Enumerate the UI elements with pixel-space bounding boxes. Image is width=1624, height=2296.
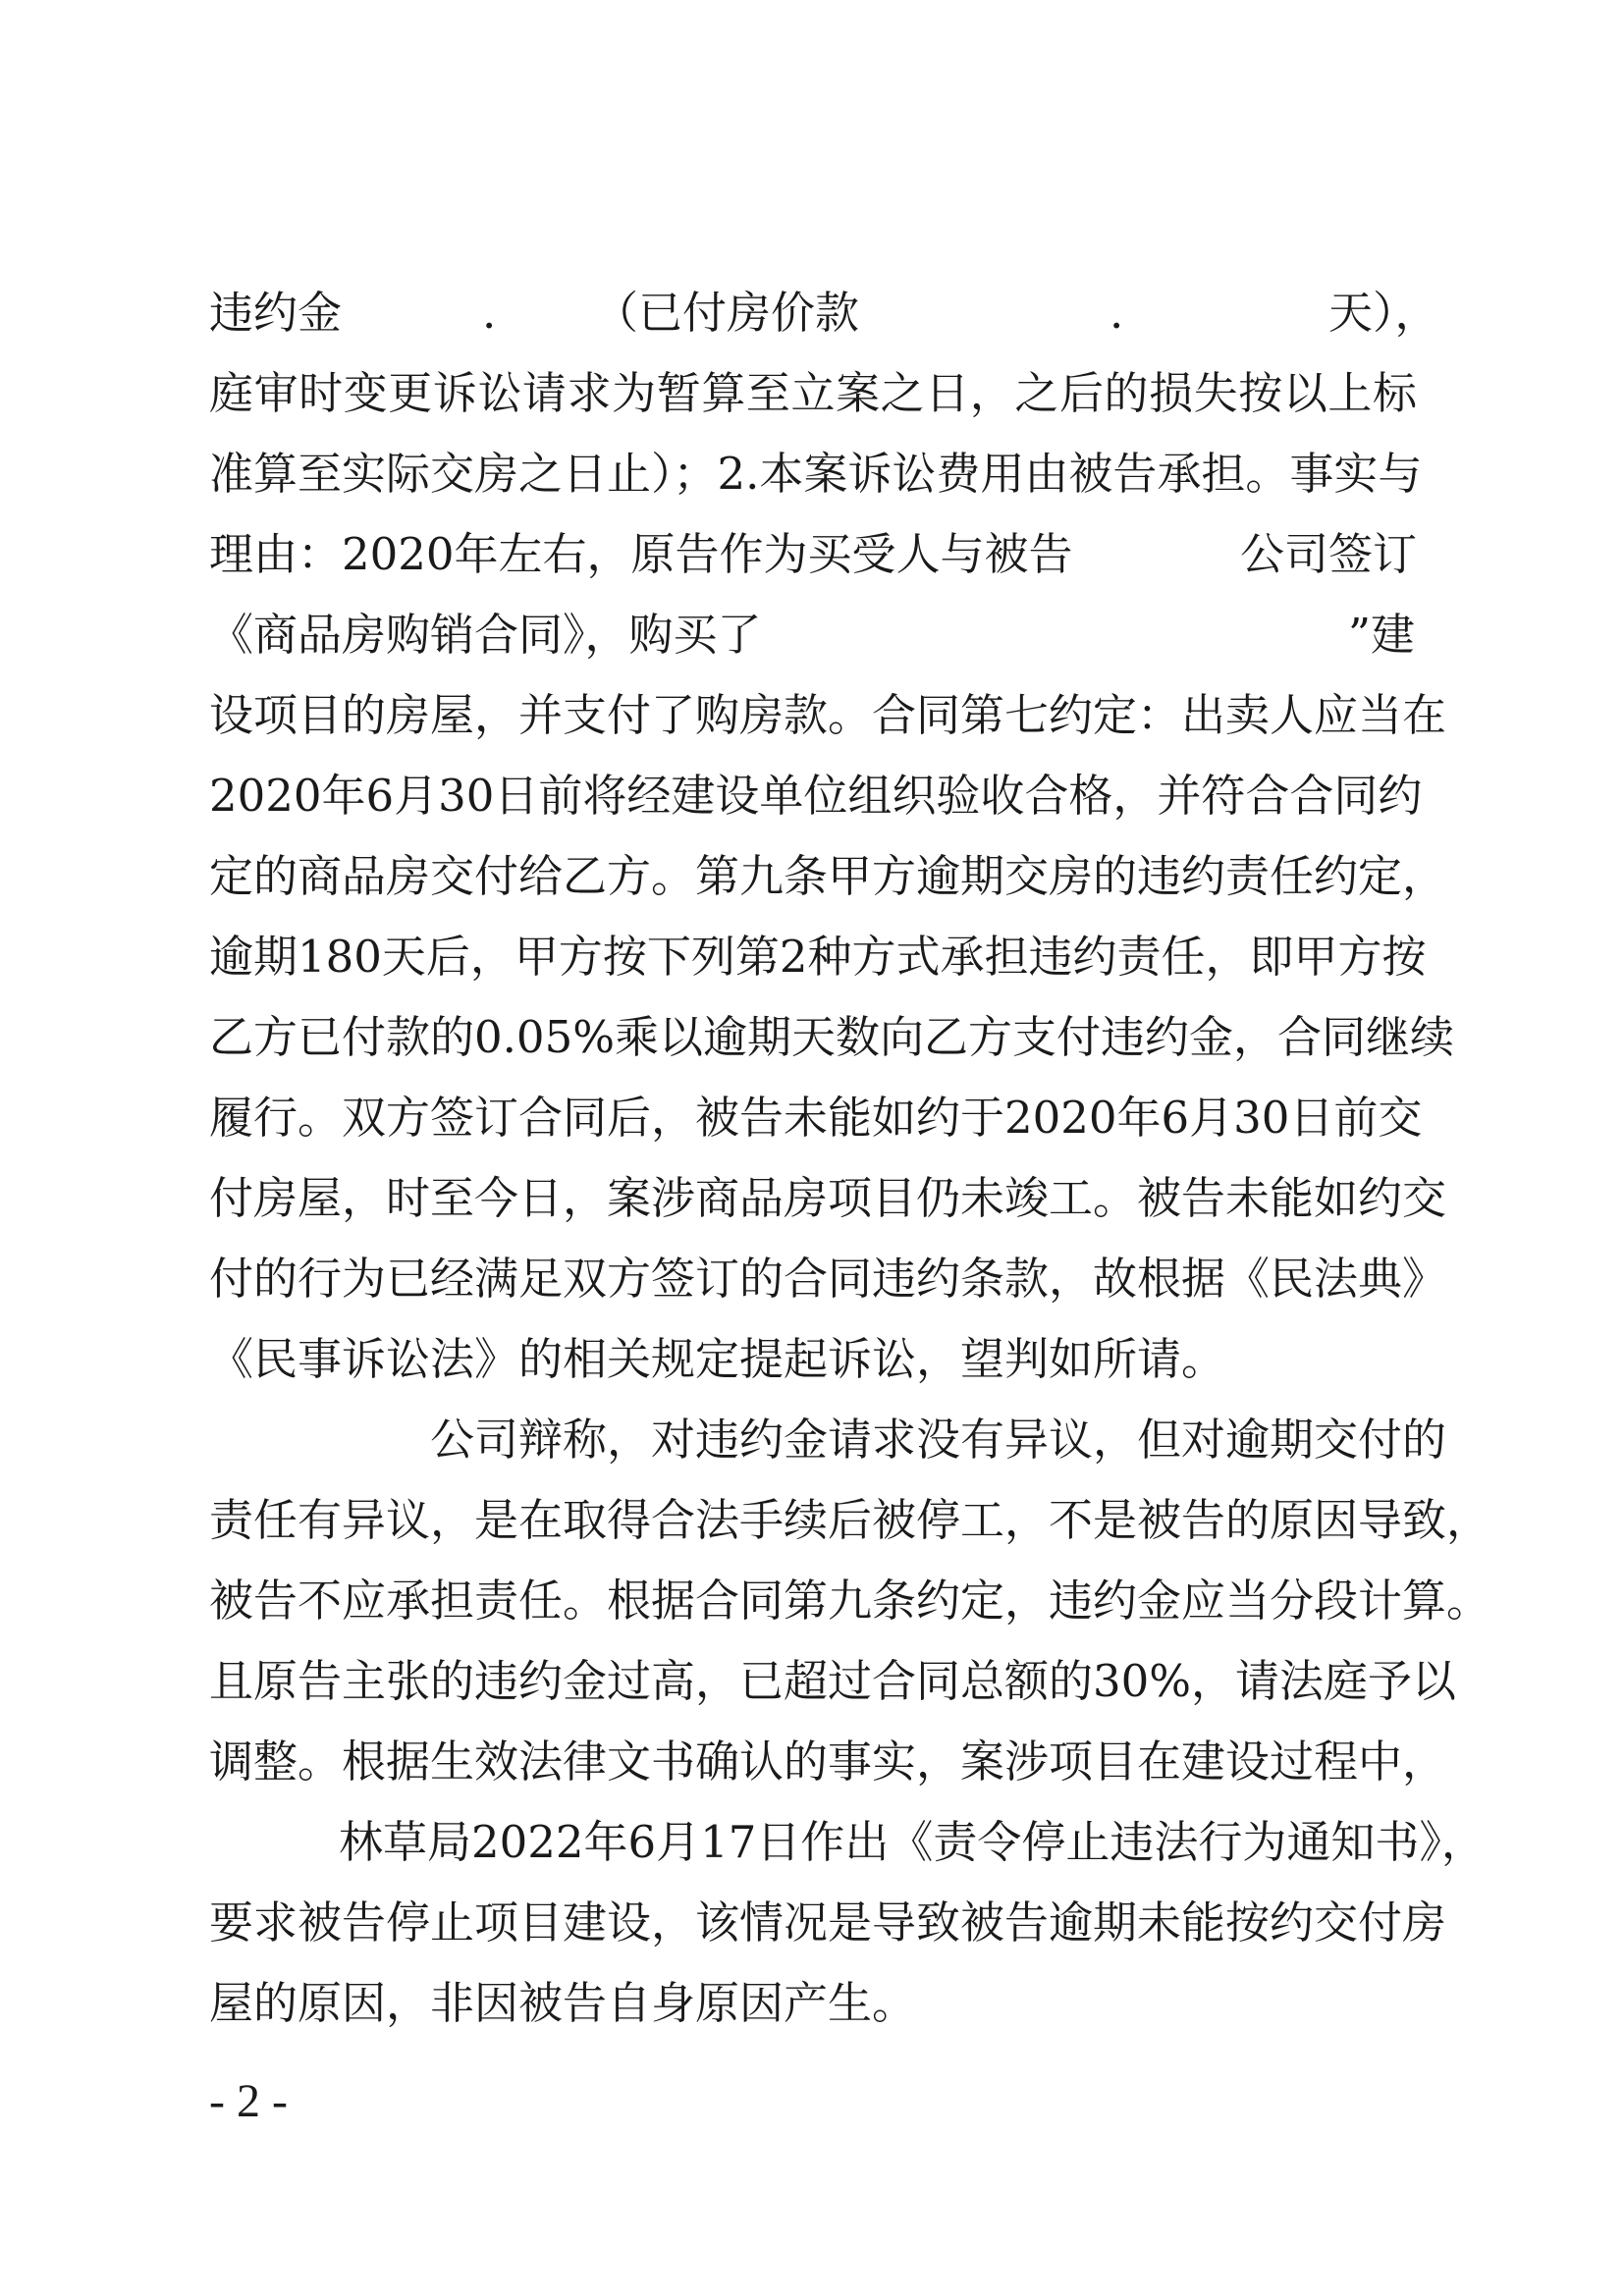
text-line: 林草局2022年6月17日作出《责令停止违法行为通知书》， — [339, 1816, 1486, 1868]
page-number: - 2 - — [209, 2075, 288, 2127]
text-line: 调整。根据生效法律文书确认的事实，案涉项目在建设过程中， — [209, 1735, 1447, 1788]
text-segment: 理由：2020年左右，原告作为买受人与被告 — [209, 528, 1073, 580]
text-line: 责任有异议，是在取得合法手续后被停工，不是被告的原因导致， — [209, 1494, 1491, 1546]
text-line — [209, 595, 1417, 675]
text-line: 定的商品房交付给乙方。第九条甲方逾期交房的违约责任约定， — [209, 850, 1447, 902]
text-line: 准算至实际交房之日止）；2.本案诉讼费用由被告承担。事实与 — [209, 448, 1423, 500]
text-line — [209, 273, 1439, 353]
text-line: 设项目的房屋，并支付了购房款。合同第七约定：出卖人应当在 — [209, 689, 1447, 741]
text-line: 付的行为已经满足双方签订的合同违约条款，故根据《民法典》 — [209, 1253, 1447, 1305]
text-segment: 天）， — [1328, 287, 1439, 339]
text-line: 《民事诉讼法》的相关规定提起诉讼，望判如所请。 — [209, 1333, 1226, 1385]
text-line: 被告不应承担责任。根据合同第九条约定，违约金应当分段计算。 — [209, 1575, 1491, 1627]
text-line: 2020年6月30日前将经建设单位组织验收合格，并符合合同约 — [209, 770, 1423, 822]
text-segment: . — [1110, 287, 1124, 339]
text-segment: . — [482, 287, 497, 339]
text-line: 要求被告停止项目建设，该情况是导致被告逾期未能按约交付房 — [209, 1896, 1447, 1949]
text-line: 付房屋，时至今日，案涉商品房项目仍未竣工。被告未能如约交 — [209, 1172, 1447, 1224]
text-segment: ”建 — [1348, 609, 1416, 661]
text-line: 逾期180天后，甲方按下列第2种方式承担违约责任，即甲方按 — [209, 931, 1427, 983]
text-segment: 公司签订 — [1240, 528, 1418, 580]
text-segment: （已付房价款 — [594, 287, 860, 339]
text-line: 屋的原因，非因被告自身原因产生。 — [209, 1977, 917, 2029]
text-line: 履行。双方签订合同后，被告未能如约于2020年6月30日前交 — [209, 1092, 1423, 1144]
text-line: 庭审时变更诉讼请求为暂算至立案之日，之后的损失按以上标 — [209, 367, 1417, 419]
text-line: 乙方已付款的0.05%乘以逾期天数向乙方支付违约金，合同继续 — [209, 1011, 1454, 1063]
text-line: 公司辩称，对违约金请求没有异议，但对逾期交付的 — [430, 1414, 1447, 1466]
text-segment: 《商品房购销合同》，购买了 — [209, 609, 762, 661]
text-line: 且原告主张的违约金过高，已超过合同总额的30%，请法庭予以 — [209, 1655, 1457, 1707]
text-segment: 违约金 — [209, 287, 343, 339]
text-line — [209, 514, 1417, 595]
